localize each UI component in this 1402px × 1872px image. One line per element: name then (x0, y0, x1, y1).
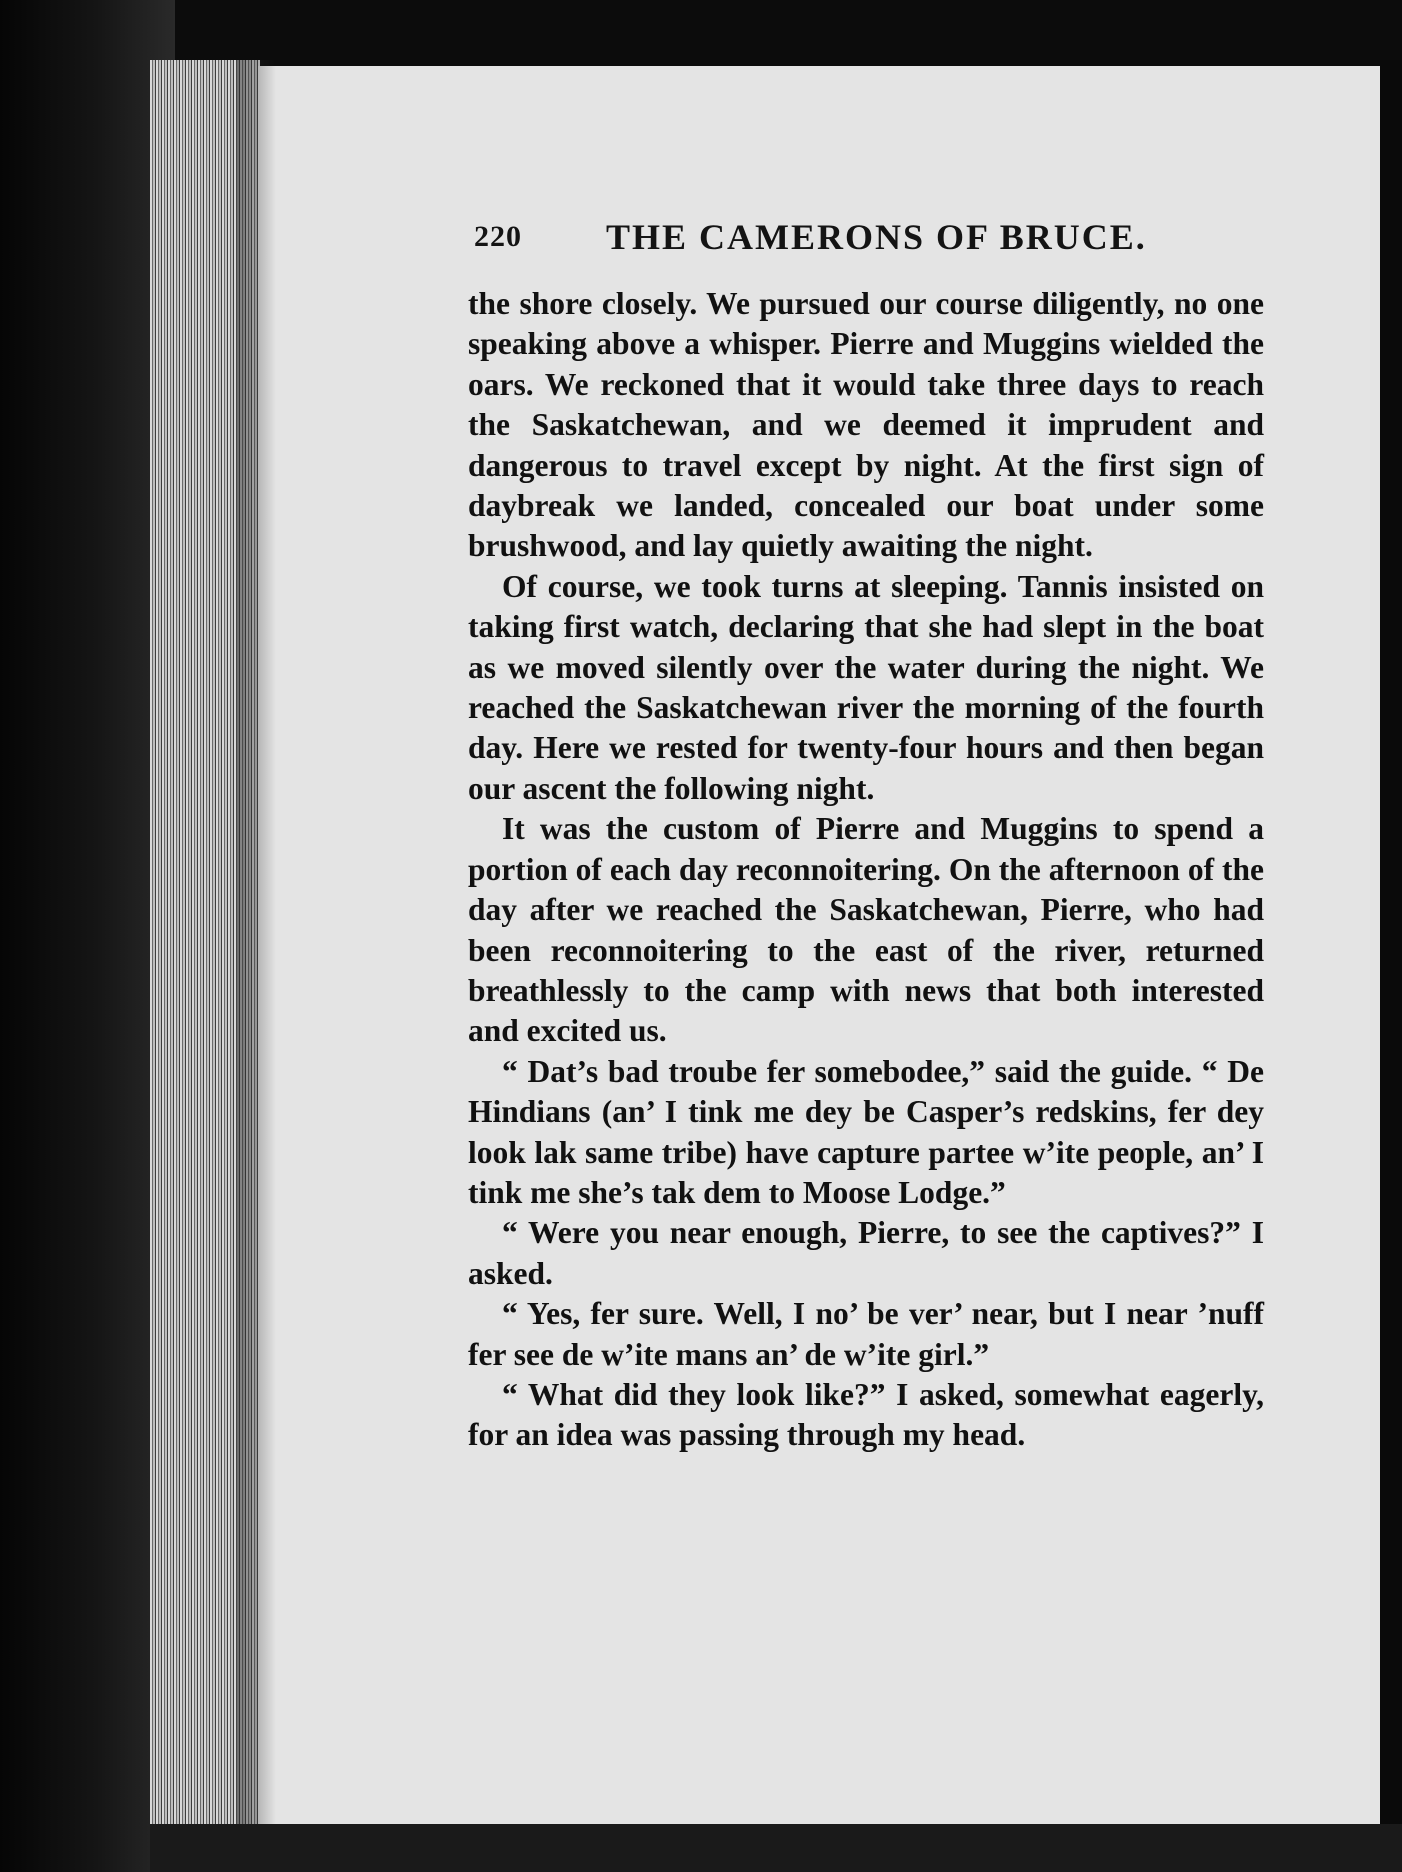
body-text (468, 284, 1264, 1456)
paragraph: It was the custom of Pierre and Muggins to spend a portion of each day reconnoitering. On the afternoon of the day after we reached the Saskatchewan, Pierre, who had been reconnoitering to the east of the river, returned breathlessly to the camp with news that both interested and excited us. (468, 811, 1264, 1049)
paragraph: “ What did they look like?” I asked, somewhat eagerly, for an idea was passing through my head. (468, 1376, 1264, 1453)
paragraph: Of course, we took turns at sleeping. Tannis insisted on taking first watch, declaring that she had slept in the boat as we moved silently over the water during the night. We reached the Saskatchewan river the morning of the fourth day. Here we rested for twenty-four hours and then began our ascent the following night. (468, 568, 1264, 806)
paragraph: “ Dat’s bad troube fer somebodee,” said the guide. “ De Hindians (an’ I tink me dey be Casper’s redskins, fer dey look lak same tribe) have capture partee w’ite people, an’ I tink me she’s tak dem to Moose Lodge.” (468, 1053, 1264, 1210)
right-border (1380, 60, 1402, 1872)
paragraph: the shore closely. We pursued our course diligently, no one speaking above a whisper. Pierre and Muggins wielded the oars. We reckoned that it would take three days to reach the Saskatchewan, and we deemed it imprudent and dangerous to travel except by night. At the first sign of daybreak we landed, concealed our boat under some brushwood, and lay quietly awaiting the night. (468, 286, 1264, 564)
paragraph: “ Yes, fer sure. Well, I no’ be ver’ near, but I near ’nuff fer see de w’ite mans an’ de w’ite girl.” (468, 1296, 1264, 1372)
running-head: THE CAMERONS OF BRUCE. (606, 217, 1147, 257)
page-number: 220 (474, 220, 522, 253)
bottom-border (150, 1824, 1402, 1872)
paragraph: “ Were you near enough, Pierre, to see the captives?” I asked. (468, 1215, 1264, 1291)
page-header (474, 216, 1264, 266)
book-spine-shadow (0, 0, 175, 1872)
gutter-shadow (236, 60, 276, 1850)
